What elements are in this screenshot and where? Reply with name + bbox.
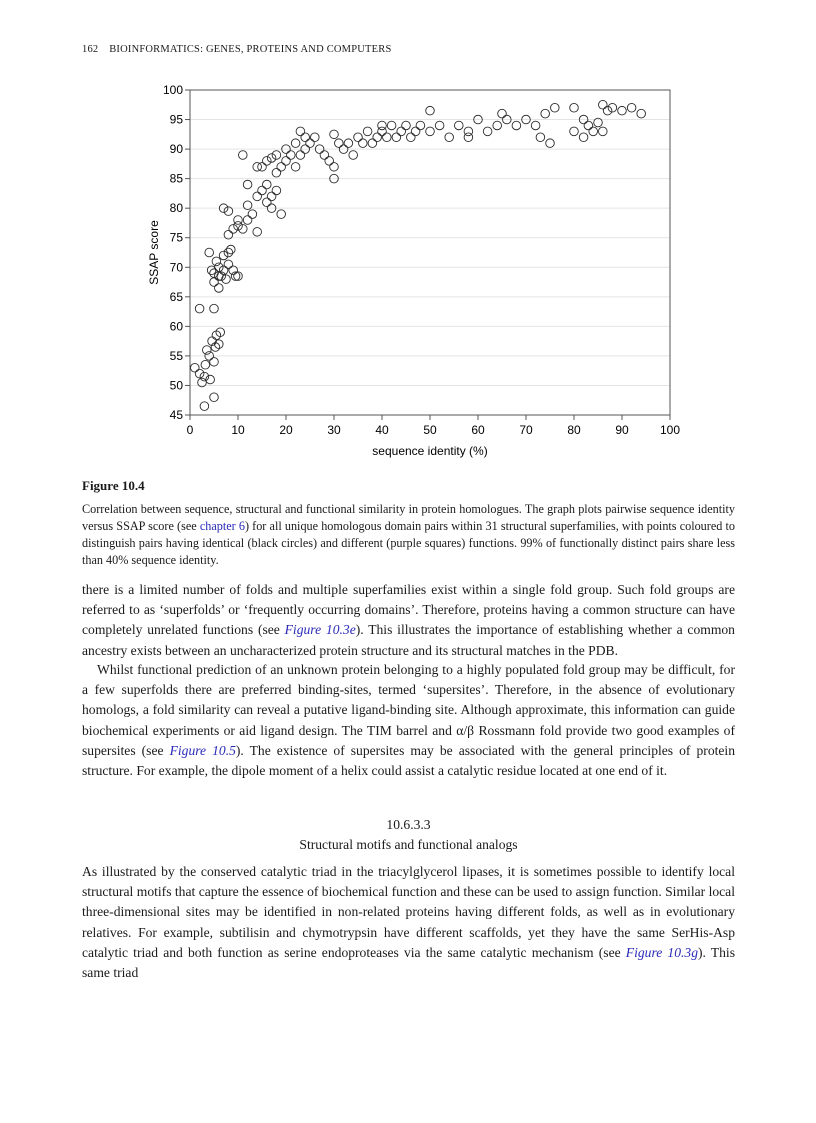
x-tick-label: 60 bbox=[471, 423, 485, 437]
data-point bbox=[603, 106, 612, 115]
data-point bbox=[267, 154, 276, 163]
y-tick-label: 65 bbox=[169, 289, 183, 304]
data-point bbox=[212, 257, 221, 266]
data-point bbox=[239, 225, 248, 234]
data-point bbox=[272, 168, 281, 177]
data-point bbox=[311, 133, 320, 142]
figure-10-5-link[interactable]: Figure 10.5 bbox=[169, 742, 236, 758]
y-tick-label: 60 bbox=[169, 319, 183, 334]
data-point bbox=[608, 103, 617, 112]
data-point bbox=[407, 133, 416, 142]
data-point bbox=[210, 269, 219, 278]
y-tick-label: 85 bbox=[169, 171, 183, 186]
data-point bbox=[536, 133, 545, 142]
x-tick-label: 90 bbox=[615, 423, 629, 437]
data-point bbox=[512, 121, 521, 130]
data-point bbox=[411, 127, 420, 136]
data-point bbox=[231, 272, 240, 281]
data-point bbox=[253, 163, 262, 172]
data-point bbox=[227, 245, 236, 254]
data-point bbox=[320, 151, 329, 160]
paragraph bbox=[82, 660, 735, 781]
data-point bbox=[531, 121, 540, 130]
data-point bbox=[599, 127, 608, 136]
section-title: Structural motifs and functional analogs bbox=[299, 837, 518, 852]
data-point bbox=[243, 180, 252, 189]
data-point bbox=[215, 284, 224, 293]
data-point bbox=[330, 130, 339, 139]
data-point bbox=[253, 192, 262, 201]
paragraph-text: ). This same triad bbox=[82, 944, 736, 981]
data-point bbox=[445, 133, 454, 142]
data-point bbox=[201, 360, 210, 369]
data-point bbox=[212, 331, 221, 340]
data-point bbox=[426, 127, 435, 136]
data-point bbox=[239, 151, 248, 160]
data-point bbox=[210, 278, 219, 287]
x-tick-label: 70 bbox=[519, 423, 533, 437]
data-point bbox=[344, 139, 353, 148]
data-point bbox=[464, 133, 473, 142]
y-tick-label: 45 bbox=[169, 408, 183, 422]
caption-text: ) for all unique homologous domain pairs within 31 structural superfamilies, with points coloured to distinguish pairs having identical (black circles) and different (purple squares) functions. 99% of functionally distinct pairs share less than 40% sequence identity. bbox=[82, 519, 735, 567]
data-point bbox=[248, 210, 257, 219]
x-tick-label: 40 bbox=[375, 423, 389, 437]
data-point bbox=[219, 251, 228, 260]
x-tick-label: 20 bbox=[279, 423, 293, 437]
data-point bbox=[397, 127, 406, 136]
data-point bbox=[416, 121, 425, 130]
paragraph bbox=[82, 862, 735, 983]
y-tick-label: 55 bbox=[169, 348, 183, 363]
data-point bbox=[435, 121, 444, 130]
data-point bbox=[282, 157, 291, 166]
data-point bbox=[191, 363, 200, 372]
data-point bbox=[368, 139, 377, 148]
data-point bbox=[203, 346, 212, 355]
data-point bbox=[234, 272, 243, 281]
data-point bbox=[277, 163, 286, 172]
data-point bbox=[205, 248, 214, 257]
data-point bbox=[551, 103, 560, 112]
y-tick-label: 70 bbox=[169, 260, 183, 275]
data-point bbox=[589, 127, 598, 136]
data-point bbox=[378, 121, 387, 130]
data-point bbox=[200, 402, 209, 411]
data-point bbox=[354, 133, 363, 142]
data-point bbox=[498, 109, 507, 118]
data-point bbox=[301, 133, 310, 142]
data-point bbox=[272, 186, 281, 195]
paragraph-text: ). This illustrates the importance of establishing whether a common ancestry exists between an uncharacterized protein structure and its structural matches in the PDB. bbox=[82, 622, 735, 658]
data-point bbox=[335, 139, 344, 148]
data-point bbox=[287, 151, 296, 160]
paragraph bbox=[82, 580, 735, 661]
y-tick-label: 90 bbox=[169, 142, 183, 157]
section-number: 10.6.3.3 bbox=[386, 817, 431, 832]
data-point bbox=[546, 139, 555, 148]
y-tick-label: 80 bbox=[169, 201, 183, 216]
paragraph-text: As illustrated by the conserved catalytic triad in the triacylglycerol lipases, it is sometimes possible to identify local structural motifs that capture the essence of biochemical function and these can be used to assign function. Similar local three-dimensional sites may be identified in non-related proteins having different folds, as well as in evolutionary relatives. For example, subtilisin and chymotrypsin have different scaffolds, yet they have the same SerHis-Asp catalytic triad and both function as serine endoproteases via the same catalytic mechanism (see bbox=[82, 864, 735, 960]
data-point bbox=[263, 157, 272, 166]
data-point bbox=[243, 216, 252, 225]
data-point bbox=[387, 121, 396, 130]
data-point bbox=[493, 121, 502, 130]
figure-label: Figure 10.4 bbox=[82, 478, 145, 493]
data-point bbox=[363, 127, 372, 136]
caption-text: Correlation between sequence, structural and functional similarity in protein homologues. The graph plots pairwise sequence identity versus SSAP score (see bbox=[82, 502, 735, 533]
data-point bbox=[579, 133, 588, 142]
chart-canvas bbox=[140, 80, 700, 465]
data-point bbox=[541, 109, 550, 118]
data-point bbox=[195, 369, 204, 378]
x-tick-label: 50 bbox=[423, 423, 437, 437]
data-point bbox=[258, 163, 267, 172]
data-point bbox=[359, 139, 368, 148]
data-point bbox=[267, 192, 276, 201]
plot-frame bbox=[190, 90, 670, 415]
data-point bbox=[383, 133, 392, 142]
data-point bbox=[599, 100, 608, 109]
x-tick-label: 30 bbox=[327, 423, 341, 437]
data-point bbox=[234, 216, 243, 225]
paragraph-text: ). The existence of supersites may be associated with the general principles of protein structure. For example, the dipole moment of a helix could assist a catalytic residue located at one end of it. bbox=[82, 742, 735, 779]
running-title: BIOINFORMATICS: GENES, PROTEINS AND COMPUTERS bbox=[109, 44, 392, 55]
data-point bbox=[373, 133, 382, 142]
data-point bbox=[455, 121, 464, 130]
figure-10-3e-link[interactable]: Figure 10.3e bbox=[284, 622, 356, 638]
y-tick-label: 95 bbox=[169, 112, 183, 127]
data-point bbox=[570, 103, 579, 112]
data-point bbox=[402, 121, 411, 130]
data-point bbox=[570, 127, 579, 136]
x-tick-label: 10 bbox=[231, 423, 245, 437]
data-point bbox=[330, 163, 339, 172]
y-axis-label: SSAP score bbox=[147, 220, 161, 285]
data-point bbox=[306, 139, 315, 148]
data-point bbox=[349, 151, 358, 160]
y-tick-label: 100 bbox=[162, 83, 183, 97]
data-point bbox=[258, 186, 267, 195]
data-point bbox=[215, 272, 224, 281]
data-point bbox=[426, 106, 435, 115]
data-point bbox=[210, 358, 219, 367]
data-point bbox=[216, 328, 225, 337]
data-point bbox=[263, 180, 272, 189]
figure-caption bbox=[82, 501, 735, 569]
x-axis-label: sequence identity (%) bbox=[372, 444, 488, 458]
data-point bbox=[584, 121, 593, 130]
paragraph-text: there is a limited number of folds and multiple superfamilies exist within a single fold group. Such fold groups are referred to as ‘superfolds’ or ‘frequently occurring domains’. Therefore, proteins having a common structure can have completely unrelated functions (see bbox=[82, 582, 735, 638]
data-point bbox=[296, 127, 305, 136]
data-point bbox=[483, 127, 492, 136]
x-tick-label: 0 bbox=[186, 423, 194, 437]
data-point bbox=[229, 225, 238, 234]
data-point bbox=[627, 103, 636, 112]
scatter-chart bbox=[140, 80, 700, 465]
data-point bbox=[224, 248, 233, 257]
x-tick-label: 80 bbox=[567, 423, 581, 437]
page-number: 162 bbox=[82, 44, 99, 55]
data-point bbox=[277, 210, 286, 219]
data-point bbox=[637, 109, 646, 118]
data-point bbox=[291, 139, 300, 148]
data-point bbox=[263, 198, 272, 207]
figure-10-3g-link[interactable]: Figure 10.3g bbox=[625, 944, 699, 960]
data-point bbox=[210, 393, 219, 402]
data-point bbox=[195, 304, 204, 313]
data-point bbox=[210, 304, 219, 313]
x-tick-label: 100 bbox=[659, 423, 681, 437]
data-point bbox=[291, 163, 300, 172]
data-point bbox=[392, 133, 401, 142]
paragraph-text: Whilst functional prediction of an unknown protein belonging to a highly populated fold group may be difficult, for a few superfolds there are preferred binding-sites, termed ‘supersites’. Therefore, in the absence of evolutionary homologs, a fold similarity can reveal a putative ligand-binding site. Although approximate, this information can guide biochemical experiments or aid ligand design. The TIM barrel and α/β Rossmann fold provide two good examples of supersites (see bbox=[82, 662, 735, 758]
data-point bbox=[272, 151, 281, 160]
data-point bbox=[618, 106, 627, 115]
data-point bbox=[296, 151, 305, 160]
data-point bbox=[253, 228, 262, 237]
y-tick-label: 50 bbox=[169, 378, 183, 393]
chapter-6-link[interactable]: chapter 6 bbox=[199, 519, 245, 533]
y-tick-label: 75 bbox=[169, 230, 183, 245]
running-header bbox=[82, 44, 392, 55]
data-point bbox=[325, 157, 334, 166]
